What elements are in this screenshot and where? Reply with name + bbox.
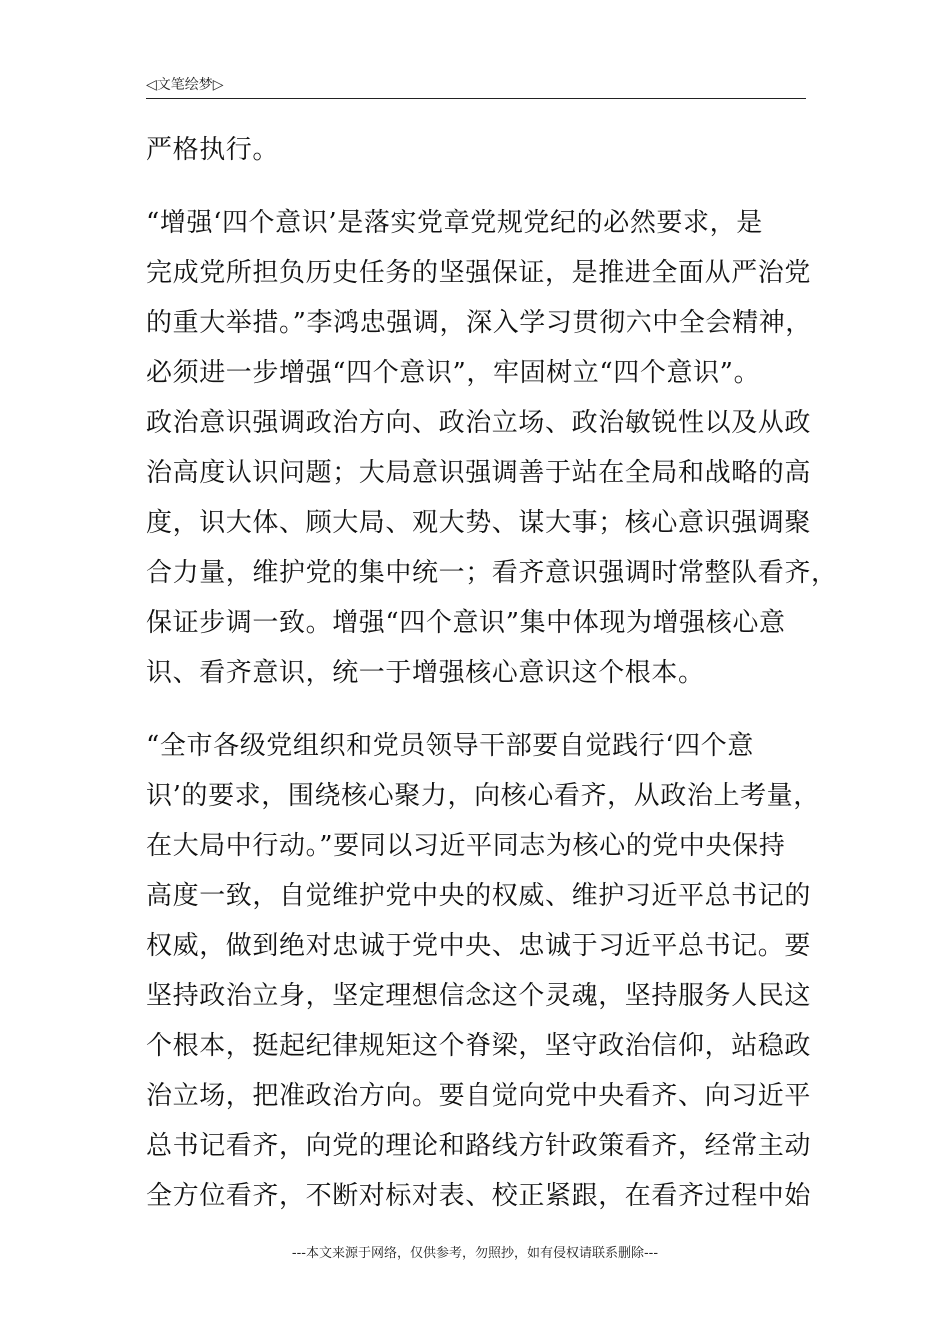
body-line: 全方位看齐，不断对标对表、校正紧跟，在看齐过程中始 [146,1181,812,1211]
body-line: 高度一致，自觉维护党中央的权威、维护习近平总书记的 [146,881,812,911]
body-line: 合力量，维护党的集中统一；看齐意识强调时常整队看齐， [146,558,838,588]
body-line: 识、看齐意识，统一于增强核心意识这个根本。 [146,658,705,688]
header-title: ◁文笔绘梦▷ [146,77,224,93]
body-line: 度，识大体、顾大局、观大势、谋大事；核心意识强调聚 [146,508,812,538]
body-line: 政治意识强调政治方向、政治立场、政治敏锐性以及从政 [146,408,812,438]
body-line: 治立场，把准政治方向。要自觉向党中央看齐、向习近平 [146,1081,812,1111]
body-line: 严格执行。 [146,135,280,165]
body-line: 治高度认识问题；大局意识强调善于站在全局和战略的高 [146,458,812,488]
body-line: “全市各级党组织和党员领导干部要自觉践行‘四个意 [146,731,754,761]
body-line: 权威，做到绝对忠诚于党中央、忠诚于习近平总书记。要 [146,931,812,961]
body-line: 识’的要求，围绕核心聚力，向核心看齐，从政治上考量， [146,781,820,811]
body-line: 个根本，挺起纪律规矩这个脊梁，坚守政治信仰，站稳政 [146,1031,812,1061]
body-line: 保证步调一致。增强“四个意识”集中体现为增强核心意 [146,608,786,638]
page-header [146,72,806,99]
body-line: 必须进一步增强“四个意识”，牢固树立“四个意识”。 [146,358,761,388]
body-line: 在大局中行动。”要同以习近平同志为核心的党中央保持 [146,831,786,861]
body-line: 完成党所担负历史任务的坚强保证，是推进全面从严治党 [146,258,812,288]
body-line: “增强‘四个意识’是落实党章党规党纪的必然要求，是 [146,208,763,238]
body-line: 坚持政治立身，坚定理想信念这个灵魂，坚持服务人民这 [146,981,812,1011]
footer-notice: ---本文来源于网络，仅供参考，勿照抄，如有侵权请联系删除--- [291,1246,659,1261]
body-line: 的重大举措。”李鸿忠强调，深入学习贯彻六中全会精神， [146,308,812,338]
body-line: 总书记看齐，向党的理论和路线方针政策看齐，经常主动 [146,1131,812,1161]
